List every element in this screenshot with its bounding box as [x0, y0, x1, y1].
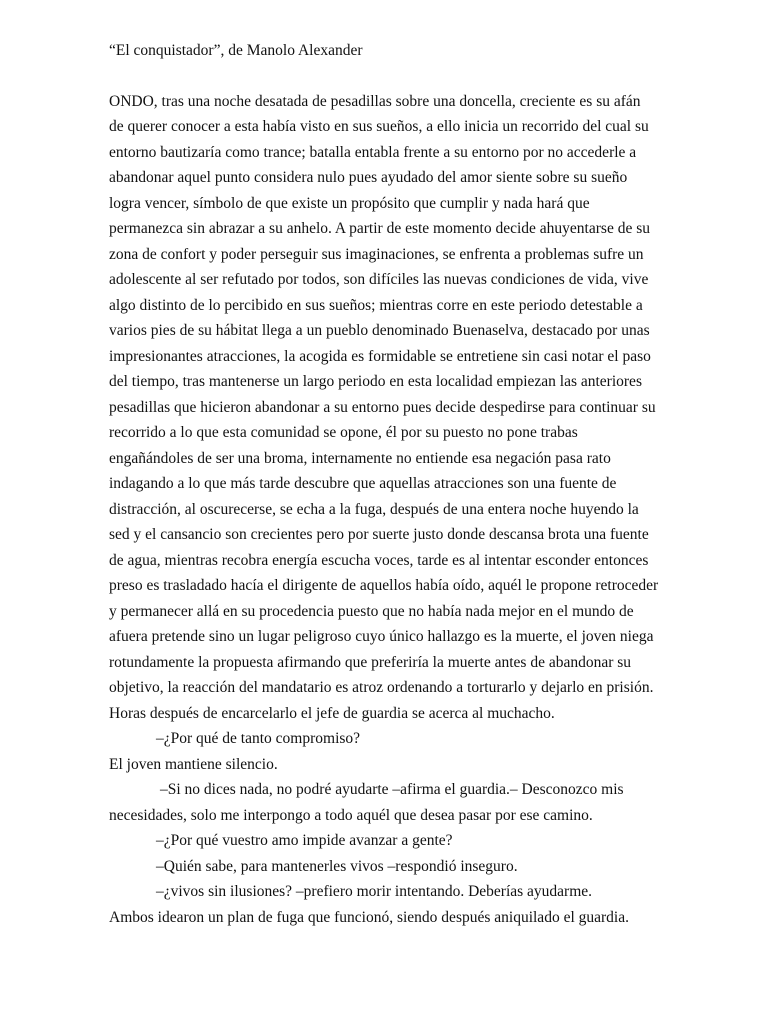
document-body — [109, 89, 749, 931]
document-page — [109, 38, 749, 930]
dialogue-line: –¿Por qué de tanto compromiso? — [156, 730, 361, 747]
dialogue-line: –Si no dices nada, no podré ayudarte –afirma el guardia.– Desconozco mis — [160, 781, 624, 798]
document-title: “El conquistador”, de Manolo Alexander — [109, 42, 363, 59]
dialogue-line: –¿vivos sin ilusiones? –prefiero morir intentando. Deberías ayudarme. — [156, 883, 593, 900]
dialogue-continuation-line: necesidades, solo me interpongo a todo aquél que desea pasar por ese camino. — [109, 806, 593, 824]
closing-line: Ambos idearon un plan de fuga que funcionó, siendo después aniquilado el guardia. — [109, 908, 629, 926]
main-paragraph: ONDO, tras una noche desatada de pesadillas sobre una doncella, creciente es su afán de querer conocer a esta había visto en sus sueños, a ello inicia un recorrido del cual su entorno bautizaría como trance; batalla entabla frente a su entorno por no accederle a abandonar aquel punto considera nulo pues ayudado del amor siente sobre su sueño logra vencer, símbolo de que existe un propósito que cumplir y nada hará que permanezca sin abrazar a su anhelo. A partir de este momento decide ahuyentarse de su zona de confort y poder perseguir sus imaginaciones, se enfrenta a problemas sufre un adolescente al ser refutado por todos, son difíciles las nuevas condiciones de vida, vive algo distinto de lo percibido en sus sueños; mientras corre en este periodo detestable a varios pies de su hábitat llega a un pueblo denominado Buenaselva, destacado por unas impresionantes atracciones, la acogida es formidable se entretiene sin casi notar el paso del tiempo, tras mantenerse un largo periodo en esta localidad empiezan las anteriores pesadillas que hicieron abandonar a su entorno pues decide despedirse para continuar su recorrido a lo que esta comunidad se opone, él por su puesto no pone trabas engañándoles de ser una broma, internamente no entiende esa negación pasa rato indagando a lo que más tarde descubre que aquellas atracciones son una fuente de distracción, al oscurecerse, se echa a la fuga, después de una entera noche huyendo la sed y el cansancio son crecientes pero por suerte justo donde descansa brota una fuente de agua, mientras recobra energía escucha voces, tarde es al intentar esconder entonces preso es trasladado hacía el dirigente de aquellos había oído, aquél le propone retroceder y permanecer allá en su procedencia puesto que no había nada mejor en el mundo de afuera pretende sino un lugar peligroso cuyo único hallazgo es la muerte, el joven niega rotundamente la propuesta afirmando que preferiría la muerte antes de abandonar su objetivo, la reacción del mandatario es atroz ordenando a torturarlo y dejarlo en prisión. Horas después de encarcelarlo el jefe de guardia se acerca al muchacho. — [109, 92, 659, 722]
dialogue-line: –¿Por qué vuestro amo impide avanzar a gente? — [156, 832, 453, 849]
dialogue-line: –Quién sabe, para mantenerles vivos –respondió inseguro. — [156, 857, 518, 875]
narration-line: El joven mantiene silencio. — [109, 755, 278, 773]
